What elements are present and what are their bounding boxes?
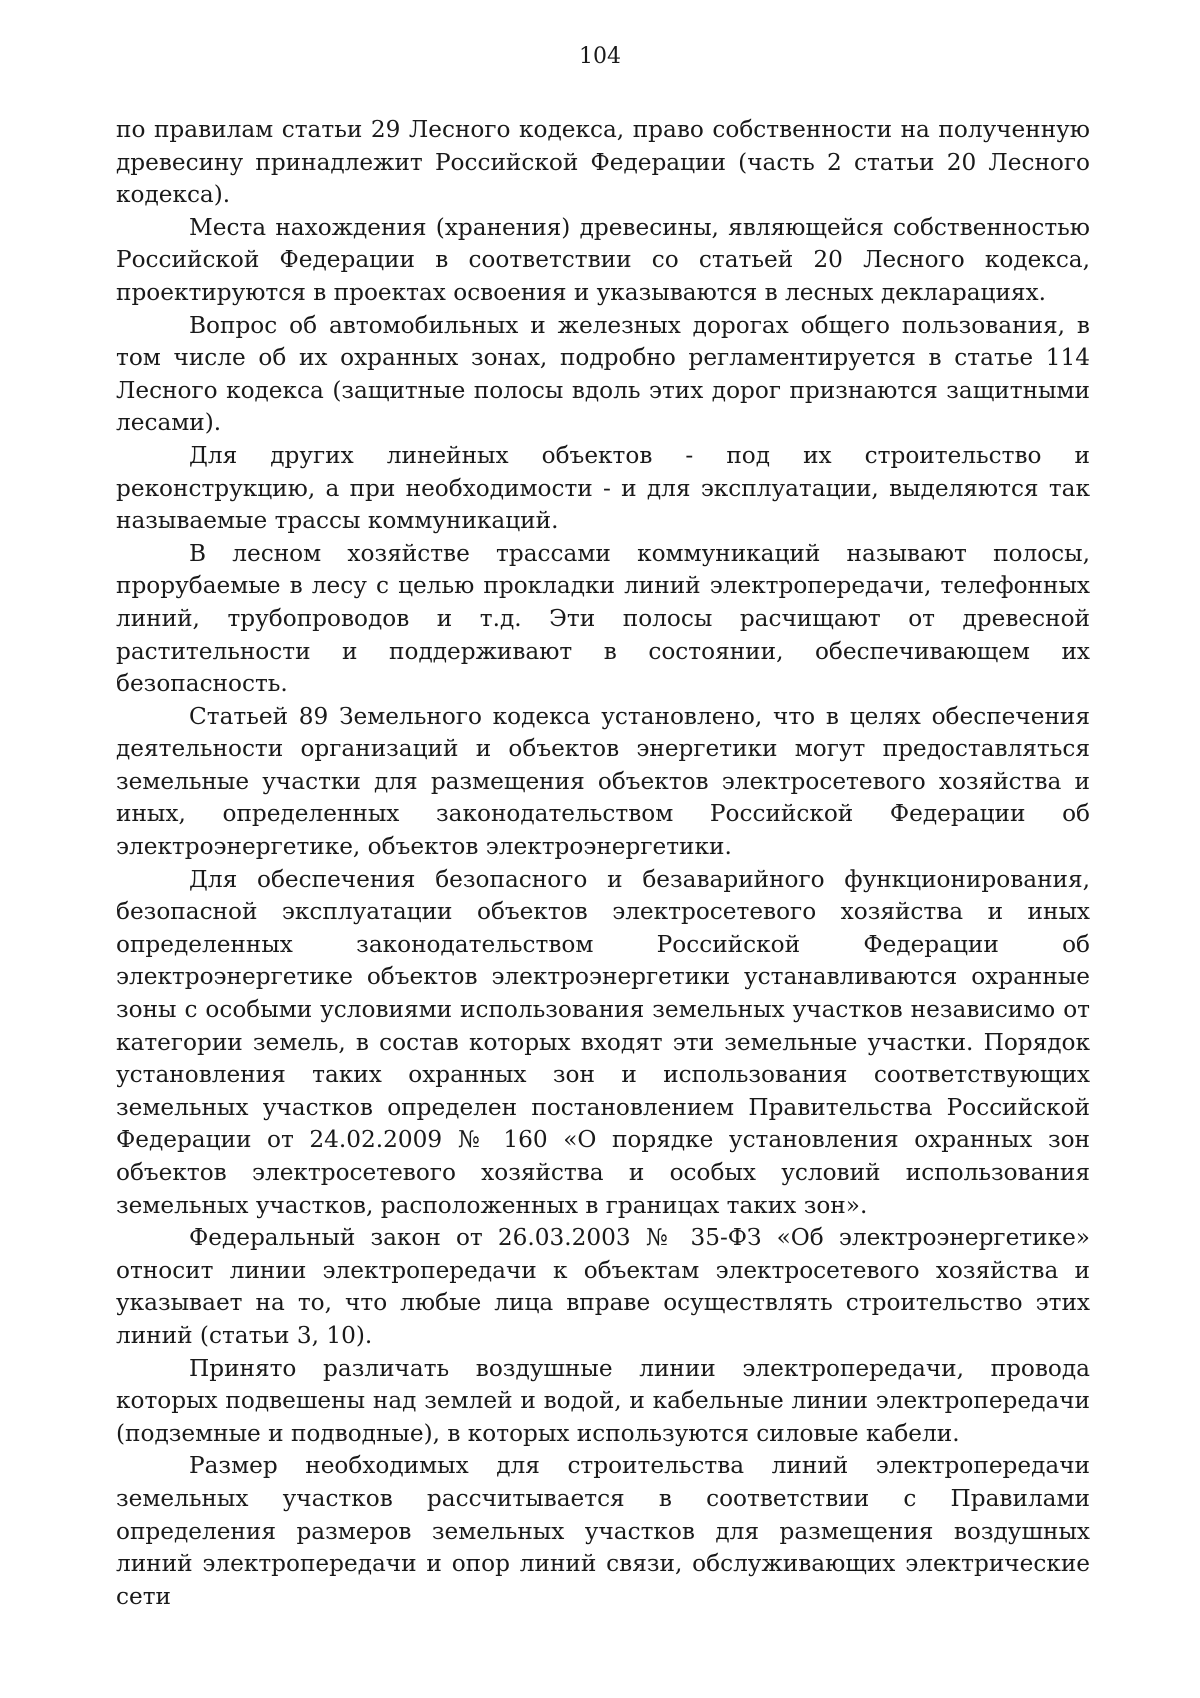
paragraph-roads: Вопрос об автомобильных и железных дорогах общего пользования, в том числе об их охранных зонах, подробно регламентируется в статье 114 Лесного кодекса (защитные полосы вдоль этих дорог признаются защитными лесами).: [116, 311, 1090, 437]
paragraph-line-types: Принято различать воздушные линии электропередачи, провода которых подвешены над землей и водой, и кабельные линии электропередачи (подземные и подводные), в которых используются силовые кабели.: [116, 1354, 1090, 1447]
paragraph-continuation: по правилам статьи 29 Лесного кодекса, право собственности на полученную древесину принадлежит Российской Федерации (часть 2 статьи 20 Лесного кодекса).: [116, 116, 1090, 209]
paragraph-protection-zones: Для обеспечения безопасного и безаварийного функционирования, безопасной эксплуатации объектов электросетевого хозяйства и иных определенных законодательством Российской Федерации об электроэнергетике объектов электроэнергетики устанавливаются охранные зоны с особыми условиями использования земельных участков независимо от категории земель, в состав которых входят эти земельные участки. Порядок установления таких охранных зон и использования соответствующих земельных участков определен постановлением Правительства Российской Федерации от 24.02.2009 № 160 «О порядке установления охранных зон объектов электросетевого хозяйства и особых условий использования земельных участков, расположенных в границах таких зон».: [116, 865, 1090, 1219]
paragraph-communication-routes: В лесном хозяйстве трассами коммуникаций называют полосы, прорубаемые в лесу с целью прокладки линий электропередачи, телефонных линий, трубопроводов и т.д. Эти полосы расчищают от древесной растительности и поддерживают в состоянии, обеспечивающем их безопасность.: [116, 539, 1090, 698]
paragraph-linear-objects: Для других линейных объектов - под их строительство и реконструкцию, а при необходимости - и для эксплуатации, выделяются так называемые трассы коммуникаций.: [116, 441, 1090, 535]
paragraph-land-code-89: Статьей 89 Земельного кодекса установлено, что в целях обеспечения деятельности организаций и объектов энергетики могут предоставляться земельные участки для размещения объектов электросетевого хозяйства и иных, определенных законодательством Российской Федерации об электроэнергетике, объектов электроэнергетики.: [116, 702, 1090, 861]
paragraph-wood-storage: Места нахождения (хранения) древесины, являющейся собственностью Российской Федерации в соответствии со статьей 20 Лесного кодекса, проектируются в проектах освоения и указываются в лесных декларациях.: [116, 213, 1090, 306]
paragraph-land-size: Размер необходимых для строительства линий электропередачи земельных участков рассчитывается в соответствии с Правилами определения размеров земельных участков для размещения воздушных линий электропередачи и опор линий связи, обслуживающих электрические сети: [116, 1452, 1090, 1610]
paragraph-federal-law: Федеральный закон от 26.03.2003 № 35-ФЗ «Об электроэнергетике» относит линии электропередачи к объектам электросетевого хозяйства и указывает на то, что любые лица вправе осуществлять строительство этих линий (статьи 3, 10).: [116, 1224, 1090, 1349]
page-number: 104: [579, 44, 621, 69]
document-body: [116, 114, 1090, 1613]
